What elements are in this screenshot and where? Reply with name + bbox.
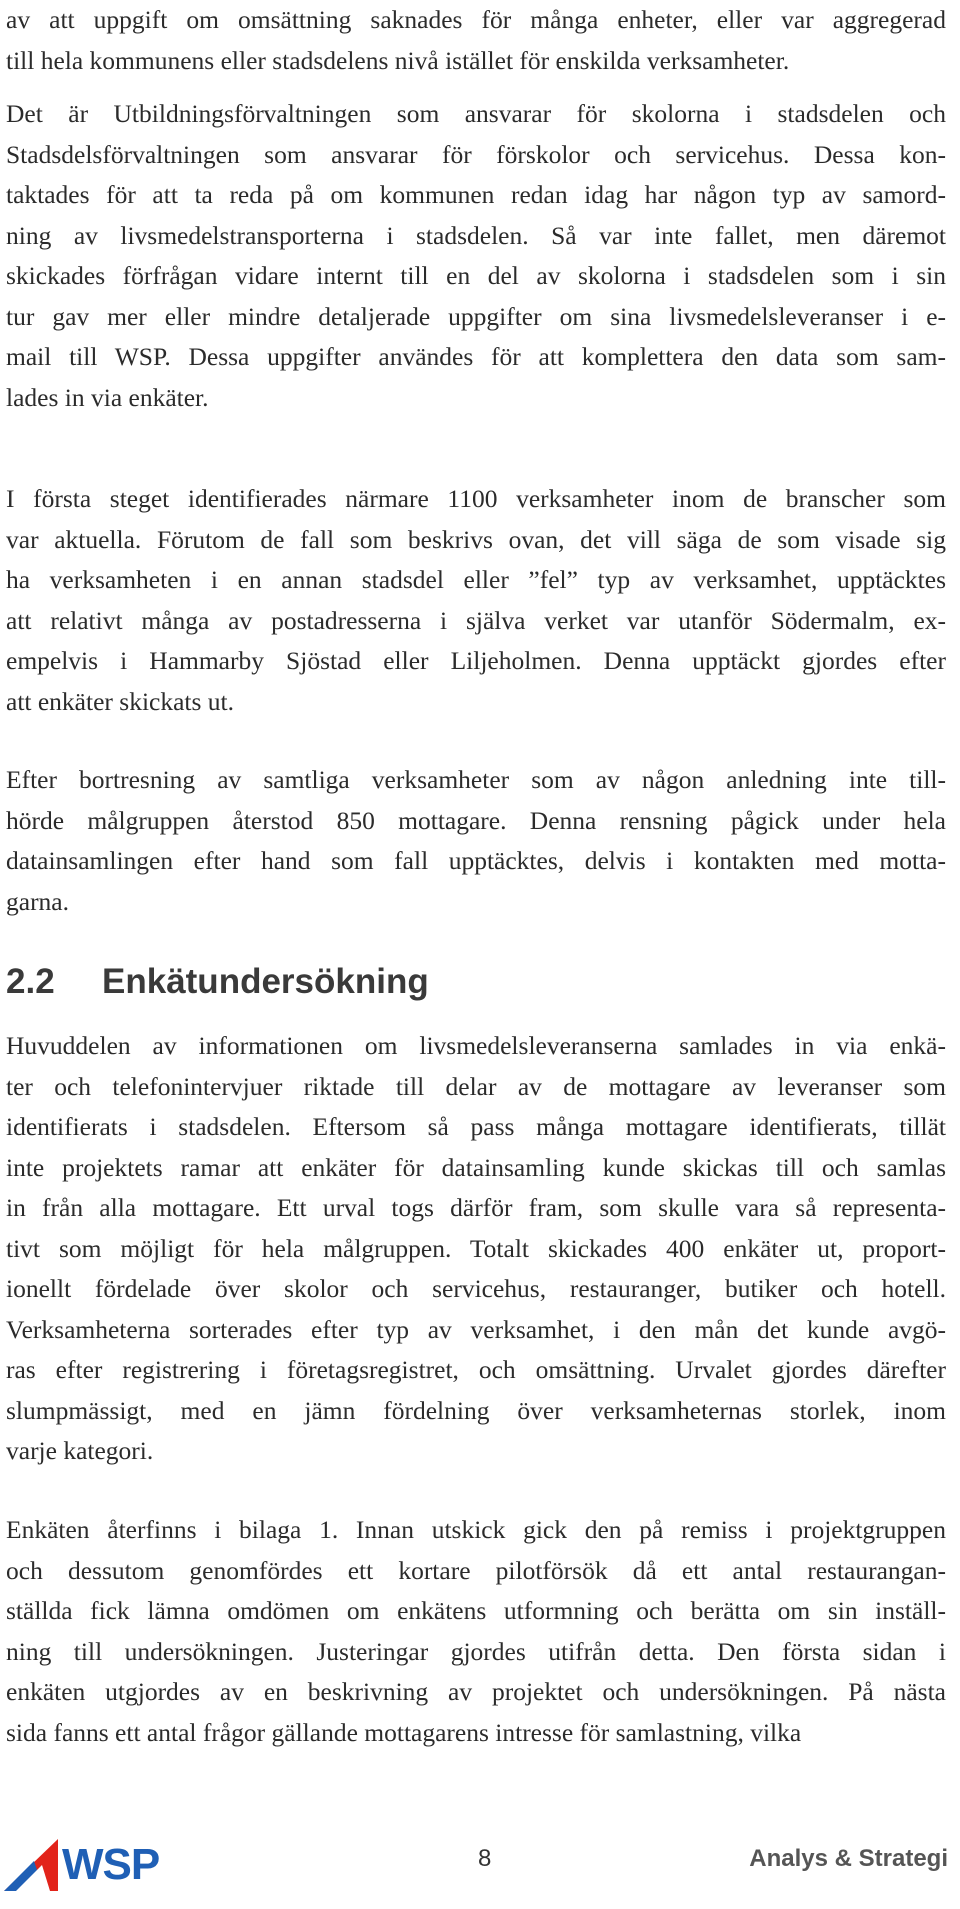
paragraph-1 — [6, 0, 946, 81]
text-line: enkäten utgjordes av en beskrivning av projektet och undersökningen. På nästa — [6, 1677, 946, 1706]
text-line: empelvis i Hammarby Sjöstad eller Liljeholmen. Denna upptäckt gjordes efter — [6, 646, 946, 675]
text-line: Huvuddelen av informationen om livsmedelsleveranserna samlades in via enkä- — [6, 1031, 946, 1060]
wsp-logo — [4, 1839, 159, 1891]
text-line: hörde målgruppen återstod 850 mottagare. Denna rensning pågick under hela — [6, 805, 946, 835]
text-line: mail till WSP. Dessa uppgifter användes för att komplettera den data som sam- — [6, 342, 946, 371]
text-line: Verksamheterna sorterades efter typ av verksamhet, i den mån det kunde avgö- — [6, 1314, 946, 1344]
text-line: att relativt många av postadresserna i själva verket var utanför Södermalm, ex- — [6, 605, 946, 635]
text-line: sida fanns ett antal frågor gällande mottagarens intresse för samlastning, vilka — [6, 1717, 802, 1747]
text-line: garna. — [6, 886, 70, 916]
text-line: att enkäter skickats ut. — [6, 686, 235, 716]
paragraph-4 — [6, 760, 946, 922]
text-line: ras efter registrering i företagsregistret, och omsättning. Urvalet gjordes därefter — [6, 1355, 946, 1384]
paragraph-5 — [6, 1026, 946, 1472]
page-footer — [0, 1835, 960, 1895]
text-line: in från alla mottagare. Ett urval togs därför fram, som skulle vara så representa- — [6, 1193, 946, 1222]
text-line: varje kategori. — [6, 1436, 154, 1465]
text-line: lades in via enkäter. — [6, 382, 209, 412]
text-line: datainsamlingen efter hand som fall upptäcktes, delvis i kontakten med motta- — [6, 846, 946, 875]
text-line: ställda fick lämna omdömen om enkätens utformning och berätta om sin inställ- — [6, 1596, 946, 1625]
page-number: 8 — [478, 1845, 492, 1872]
text-line: och dessutom genomfördes ett kortare pilotförsök då ett antal restaurangan- — [6, 1555, 946, 1585]
text-line: ha verksamheten i en annan stadsdel eller ”fel” typ av verksamhet, upptäcktes — [6, 565, 946, 594]
text-line: ning av livsmedelstransporterna i stadsdelen. Så var inte fallet, men däremot — [6, 220, 946, 250]
text-line: Det är Utbildningsförvaltningen som ansvarar för skolorna i stadsdelen och — [6, 99, 946, 128]
paragraph-6 — [6, 1510, 946, 1753]
paragraph-2 — [6, 94, 946, 418]
paragraph-3 — [6, 479, 946, 722]
logo-text: WSP — [62, 1840, 160, 1889]
wsp-logo-mark-icon — [4, 1839, 58, 1891]
text-line: skickades förfrågan vidare internt till en del av skolorna i stadsdelen som i sin — [6, 261, 946, 290]
text-line: tur gav mer eller mindre detaljerade uppgifter om sina livsmedelsleveranser i e- — [6, 301, 946, 331]
text-line: Stadsdelsförvaltningen som ansvarar för förskolor och servicehus. Dessa kon- — [6, 139, 946, 169]
section-number: 2.2 — [6, 962, 55, 1001]
text-line: inte projektets ramar att enkäter för datainsamling kunde skickas till och samlas — [6, 1152, 946, 1182]
text-line: av att uppgift om omsättning saknades för många enheter, eller var aggregerad — [6, 5, 946, 34]
text-line: tivt som möjligt för hela målgruppen. Totalt skickades 400 enkäter ut, proport- — [6, 1233, 946, 1263]
text-line: Enkäten återfinns i bilaga 1. Innan utskick gick den på remiss i projektgruppen — [6, 1515, 946, 1544]
text-line: ionellt fördelade över skolor och servicehus, restauranger, butiker och hotell. — [6, 1274, 946, 1303]
text-line: taktades för att ta reda på om kommunen redan idag har någon typ av samord- — [6, 180, 946, 209]
text-line: till hela kommunens eller stadsdelens nivå istället för enskilda verksamheter. — [6, 45, 790, 75]
text-line: slumpmässigt, med en jämn fördelning över verksamheternas storlek, inom — [6, 1395, 946, 1425]
text-line: ning till undersökningen. Justeringar gjordes utifrån detta. Den första sidan i — [6, 1636, 946, 1666]
text-line: var aktuella. Förutom de fall som beskrivs ovan, det vill säga de som visade sig — [6, 524, 946, 554]
text-line: ter och telefonintervjuer riktade till delar av de mottagare av leveranser som — [6, 1071, 946, 1101]
text-line: identifierats i stadsdelen. Eftersom så pass många mottagare identifierats, tillät — [6, 1112, 946, 1141]
running-title: Analys & Strategi — [749, 1845, 948, 1872]
section-title: Enkätundersökning — [102, 962, 429, 1001]
text-line: Efter bortresning av samtliga verksamheter som av någon anledning inte till- — [6, 765, 946, 794]
section-heading — [6, 960, 429, 1004]
text-line: I första steget identifierades närmare 1100 verksamheter inom de branscher som — [6, 484, 946, 513]
